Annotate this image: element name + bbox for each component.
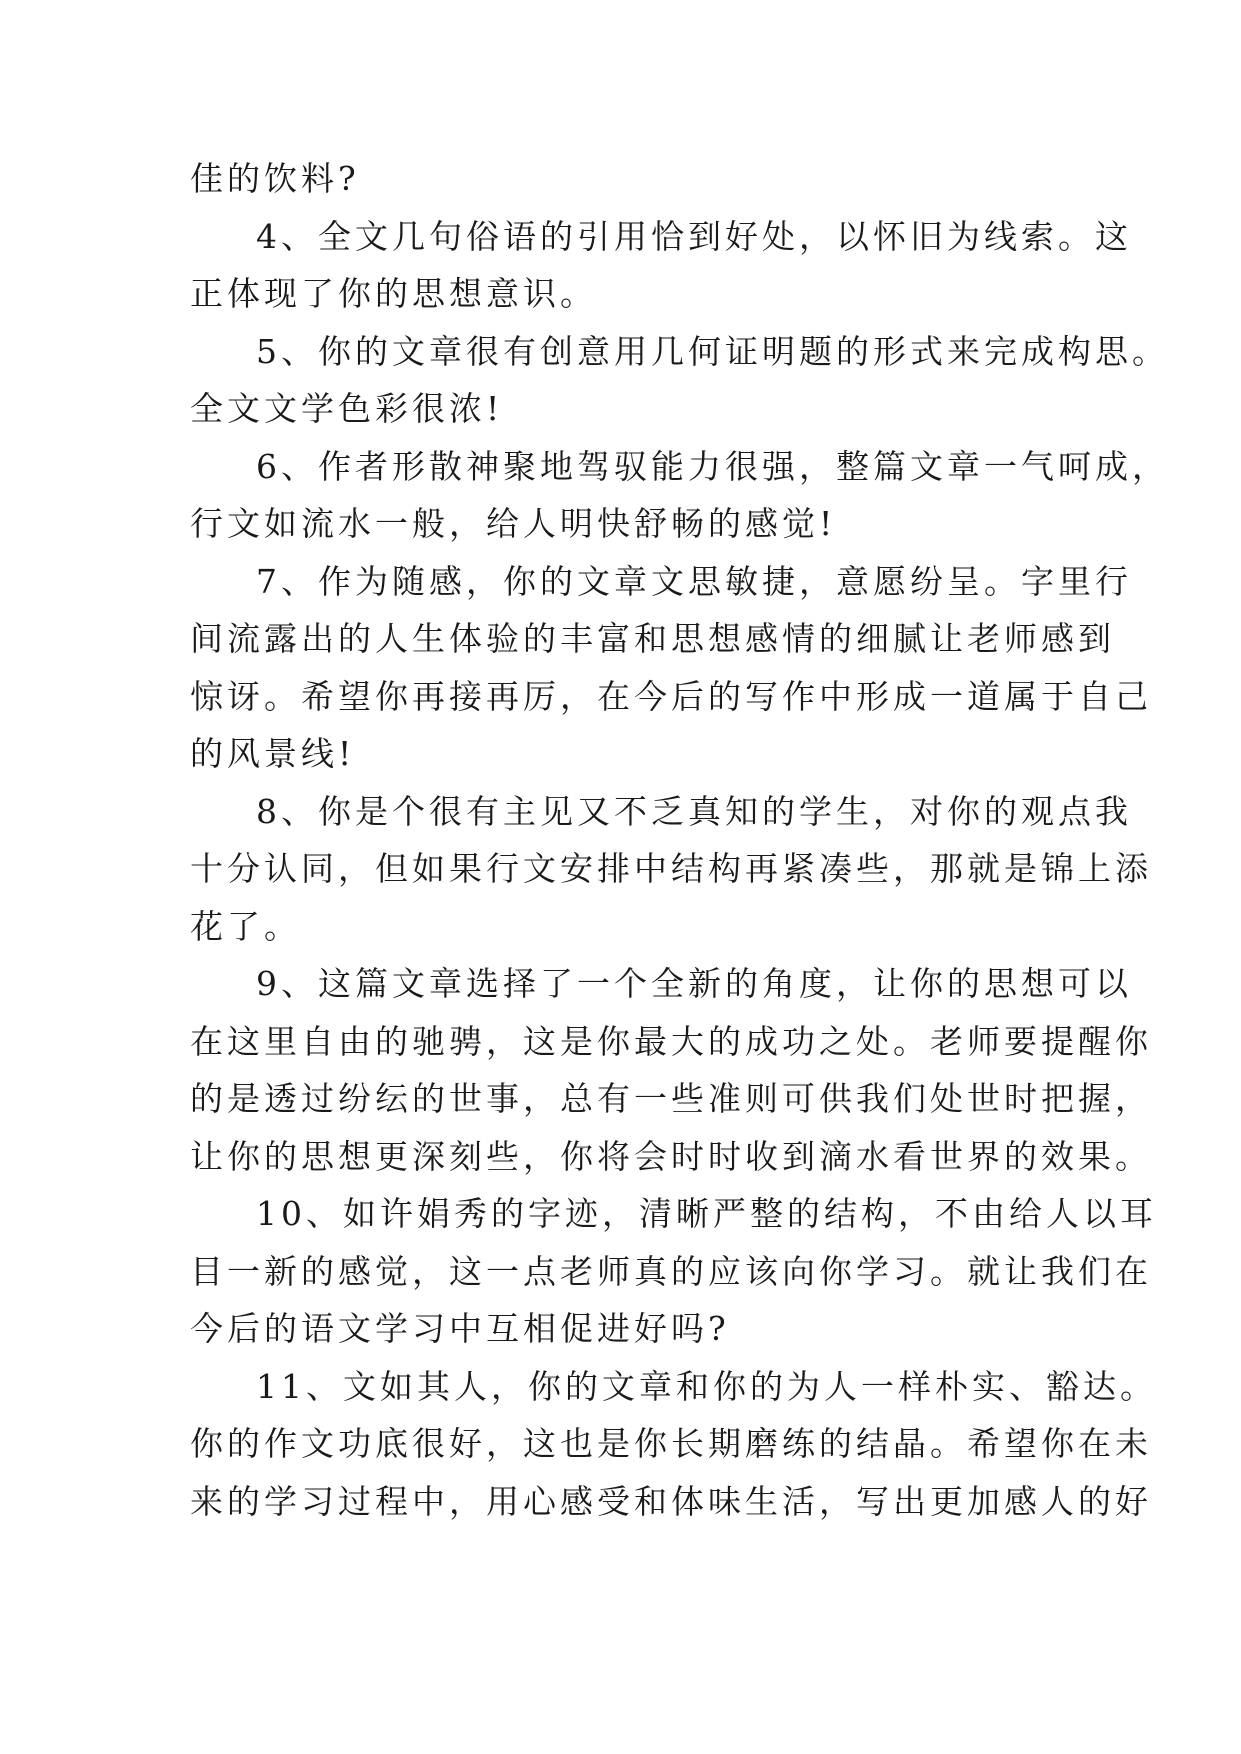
text-line: 正体现了你的思想意识。 [190, 274, 597, 313]
document-body [190, 150, 1169, 1530]
text-line: 8、你是个很有主见又不乏真知的学生，对你的观点我 [256, 791, 1132, 831]
text-line: 在这里自由的驰骋，这是你最大的成功之处。老师要提醒你 [190, 1021, 1152, 1061]
text-line: 全文文学色彩很浓! [190, 389, 504, 428]
text-line: 惊讶。希望你再接再厉，在今后的写作中形成一道属于自己 [190, 676, 1152, 716]
text-line: 你的作文功底很好，这也是你长期磨练的结晶。希望你在未 [190, 1424, 1152, 1463]
text-line: 10、如许娟秀的字迹，清晰严整的结构，不由给人以耳 [256, 1194, 1157, 1233]
text-line: 4、全文几句俗语的引用恰到好处，以怀旧为线索。这 [256, 216, 1132, 256]
text-line: 5、你的文章很有创意用几何证明题的形式来完成构思。 [256, 331, 1169, 371]
text-line: 9、这篇文章选择了一个全新的角度，让你的思想可以 [256, 964, 1132, 1003]
text-line: 的是透过纷纭的世事，总有一些准则可供我们处世时把握， [190, 1079, 1152, 1118]
text-line: 7、作为随感，你的文章文思敏捷，意愿纷呈。字里行 [256, 561, 1132, 601]
text-line: 花了。 [190, 906, 301, 946]
text-line: 目一新的感觉，这一点老师真的应该向你学习。就让我们在 [190, 1251, 1152, 1291]
text-line: 间流露出的人生体验的丰富和思想感情的细腻让老师感到 [190, 619, 1115, 658]
text-line: 6、作者形散神聚地驾驭能力很强，整篇文章一气呵成， [256, 446, 1169, 486]
text-line: 的风景线! [190, 734, 356, 773]
text-line: 行文如流水一般，给人明快舒畅的感觉! [190, 504, 837, 543]
text-line: 来的学习过程中，用心感受和体味生活，写出更加感人的好 [190, 1481, 1152, 1521]
text-line: 十分认同，但如果行文安排中结构再紧凑些，那就是锦上添 [190, 849, 1152, 888]
text-line: 佳的饮料? [190, 159, 360, 198]
text-line: 11、文如其人，你的文章和你的为人一样朴实、豁达。 [256, 1366, 1157, 1406]
text-line: 让你的思想更深刻些，你将会时时收到滴水看世界的效果。 [190, 1136, 1152, 1176]
text-line: 今后的语文学习中互相促进好吗? [190, 1309, 730, 1348]
